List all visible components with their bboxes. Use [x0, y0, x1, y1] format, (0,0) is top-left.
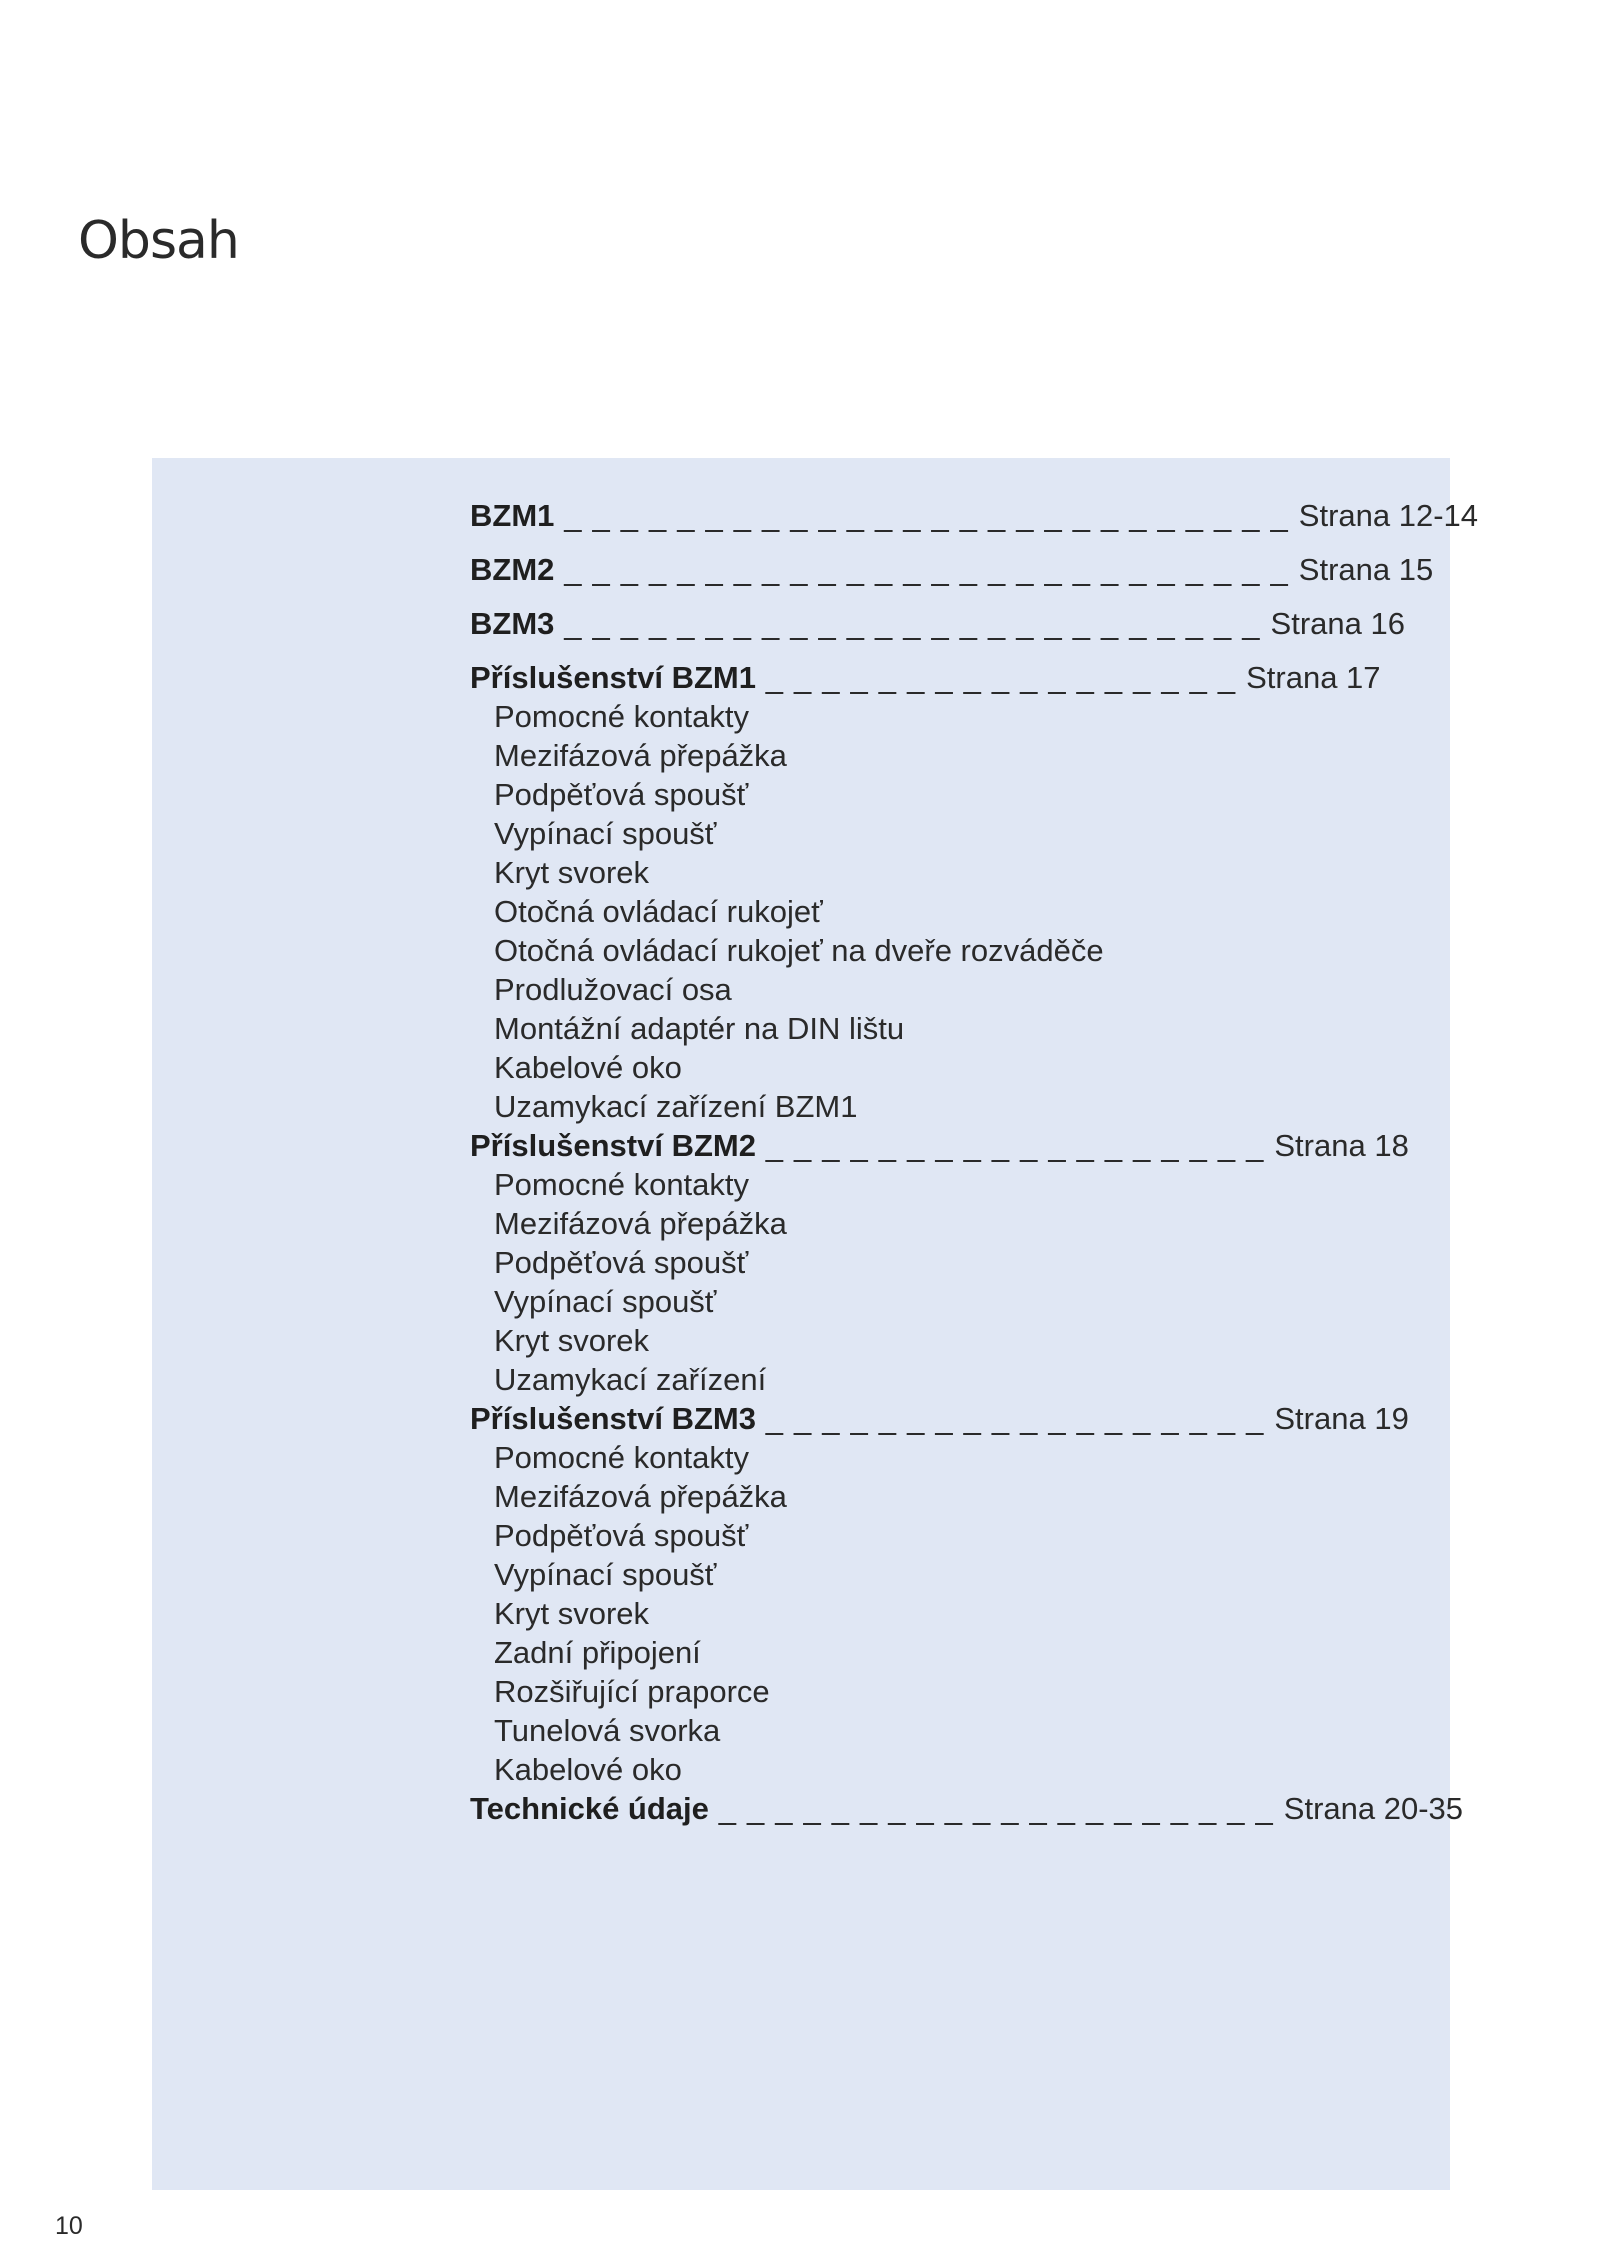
toc-subentry[interactable]: Otočná ovládací rukojeť na dveře rozváděče	[494, 933, 1104, 968]
toc-subentry[interactable]: Kryt svorek	[494, 1596, 650, 1631]
toc-leader: _ _ _ _ _ _ _ _ _ _ _ _ _ _ _ _ _ _ _ _ _ _ _ _ _ _	[554, 552, 1299, 587]
toc-page-reference: Strana 20-35	[1283, 1791, 1464, 1826]
toc-page-reference: Strana 15	[1298, 552, 1434, 587]
toc-entry-label: BZM2	[470, 552, 555, 587]
toc-leader: _ _ _ _ _ _ _ _ _ _ _ _ _ _ _ _ _ _ _ _ _ _ _ _ _ _	[554, 498, 1299, 533]
toc-subentry[interactable]: Kabelové oko	[494, 1050, 682, 1085]
toc-subentry[interactable]: Pomocné kontakty	[494, 1440, 750, 1475]
toc-leader: _ _ _ _ _ _ _ _ _ _ _ _ _ _ _ _ _ _	[755, 1401, 1275, 1436]
toc-entry[interactable]	[470, 1789, 1464, 1828]
toc-subentry[interactable]: Vypínací spoušť	[494, 1557, 717, 1592]
toc-page-reference: Strana 19	[1274, 1401, 1409, 1436]
toc-leader: _ _ _ _ _ _ _ _ _ _ _ _ _ _ _ _ _	[755, 660, 1247, 695]
toc-subentry[interactable]: Kryt svorek	[494, 1323, 650, 1358]
toc-page-reference: Strana 12-14	[1298, 498, 1479, 533]
toc-subentry[interactable]: Vypínací spoušť	[494, 1284, 717, 1319]
toc-subentry[interactable]: Podpěťová spoušť	[494, 1245, 749, 1280]
toc-subentry[interactable]: Kryt svorek	[494, 855, 650, 890]
toc-subentry[interactable]: Uzamykací zařízení BZM1	[494, 1089, 858, 1124]
page-title: Obsah	[78, 210, 239, 271]
toc-section-heading[interactable]	[470, 1399, 1430, 1438]
toc-entry[interactable]	[470, 550, 1434, 589]
toc-entry-label: BZM1	[470, 498, 555, 533]
toc-subentry[interactable]: Pomocné kontakty	[494, 699, 750, 734]
toc-subentry[interactable]: Montážní adaptér na DIN lištu	[494, 1011, 905, 1046]
toc-entry-label: BZM3	[470, 606, 555, 641]
toc-entry[interactable]	[470, 496, 1479, 535]
toc-subentry[interactable]: Tunelová svorka	[494, 1713, 721, 1748]
toc-section-heading[interactable]	[470, 658, 1430, 697]
toc-entry[interactable]	[470, 604, 1430, 643]
toc-subentry[interactable]: Rozšiřující praporce	[494, 1674, 770, 1709]
toc-entry-label: Technické údaje	[470, 1791, 709, 1826]
toc-subentry[interactable]: Vypínací spoušť	[494, 816, 717, 851]
toc-subentry[interactable]: Mezifázová přepážka	[494, 1206, 787, 1241]
toc-section-heading[interactable]	[470, 1126, 1430, 1165]
toc-subentry[interactable]: Prodlužovací osa	[494, 972, 732, 1007]
toc-page-reference: Strana 18	[1274, 1128, 1409, 1163]
toc-leader: _ _ _ _ _ _ _ _ _ _ _ _ _ _ _ _ _ _	[755, 1128, 1275, 1163]
toc-leader: _ _ _ _ _ _ _ _ _ _ _ _ _ _ _ _ _ _ _ _	[708, 1791, 1284, 1826]
toc-leader: _ _ _ _ _ _ _ _ _ _ _ _ _ _ _ _ _ _ _ _ _ _ _ _ _	[554, 606, 1271, 641]
toc-subentry[interactable]: Otočná ovládací rukojeť	[494, 894, 823, 929]
toc-entry-label: Příslušenství BZM1	[470, 660, 756, 695]
toc-subentry[interactable]: Podpěťová spoušť	[494, 1518, 749, 1553]
toc-subentry[interactable]: Mezifázová přepážka	[494, 738, 787, 773]
toc-entry-label: Příslušenství BZM3	[470, 1401, 756, 1436]
toc-subentry[interactable]: Pomocné kontakty	[494, 1167, 750, 1202]
table-of-contents	[470, 496, 1479, 1828]
toc-subentry[interactable]: Uzamykací zařízení	[494, 1362, 767, 1397]
toc-subentry[interactable]: Zadní připojení	[494, 1635, 701, 1670]
toc-subentry[interactable]: Podpěťová spoušť	[494, 777, 749, 812]
toc-page-reference: Strana 17	[1246, 660, 1381, 695]
toc-subentry[interactable]: Mezifázová přepážka	[494, 1479, 787, 1514]
toc-page-reference: Strana 16	[1270, 606, 1405, 641]
toc-entry-label: Příslušenství BZM2	[470, 1128, 756, 1163]
page-number: 10	[55, 2212, 83, 2240]
toc-subentry[interactable]: Kabelové oko	[494, 1752, 682, 1787]
